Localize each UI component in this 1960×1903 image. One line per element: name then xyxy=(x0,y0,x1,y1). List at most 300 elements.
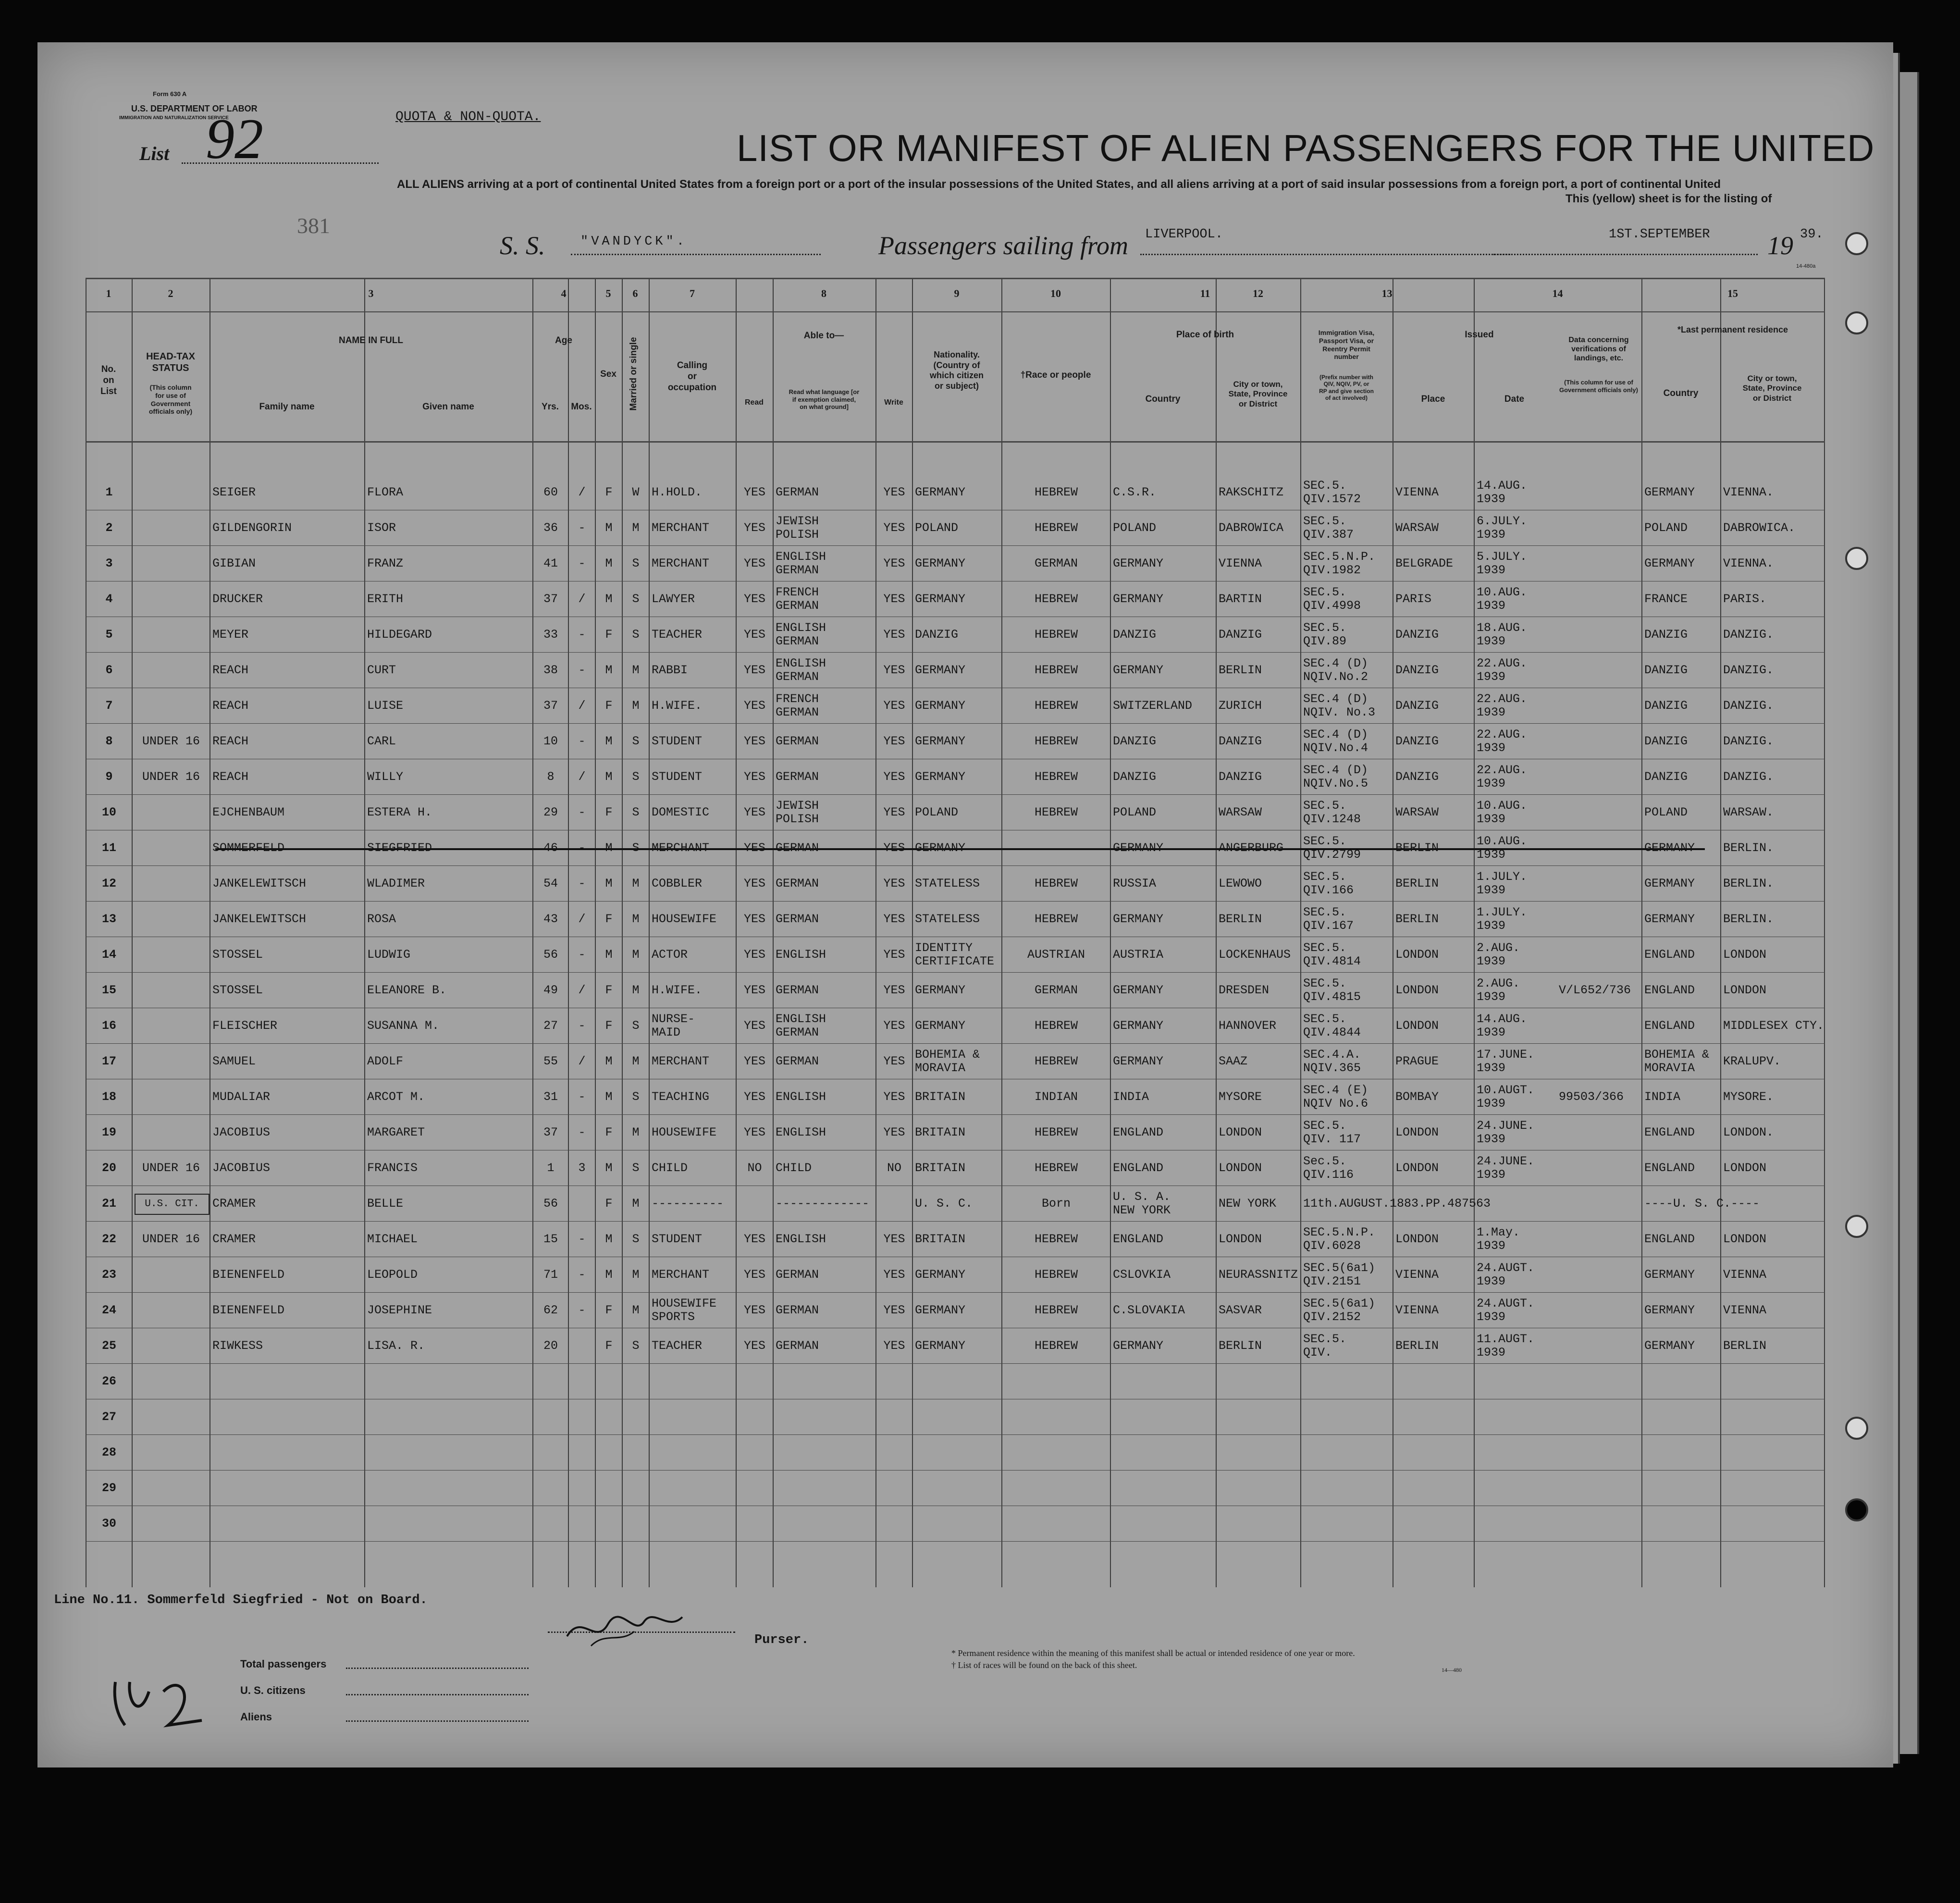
binder-hole xyxy=(1845,1498,1868,1521)
cell-given: LISA. R. xyxy=(367,1339,425,1353)
cell-mos: - xyxy=(578,805,586,819)
cell-ms xyxy=(625,1435,647,1470)
cell-sex: M xyxy=(605,841,613,855)
cell-family: REACH xyxy=(212,663,249,677)
cell-sex: M xyxy=(605,663,613,677)
cell-nat: BOHEMIA & MORAVIA xyxy=(915,1048,980,1075)
cell-visa: SEC.5. QIV. 117 xyxy=(1303,1119,1361,1146)
cell-iplace: LONDON xyxy=(1395,1161,1439,1175)
cell-nat: GERMANY xyxy=(915,699,966,713)
header-head-tax-note: (This column for use of Government officials only) xyxy=(148,383,193,416)
cell-mos: - xyxy=(578,1232,586,1246)
cell-no: 23 xyxy=(101,1268,116,1282)
cell-idate: 22.AUG. 1939 xyxy=(1477,692,1528,719)
cell-rcity: BERLIN. xyxy=(1723,841,1774,855)
cell-visa xyxy=(1303,1435,1391,1470)
cell-sex: M xyxy=(605,734,613,748)
table-row xyxy=(86,973,1825,1008)
table-row xyxy=(86,1008,1825,1044)
cell-bcountry: CSLOVKIA xyxy=(1113,1268,1171,1282)
cell-iplace: DANZIG xyxy=(1395,628,1439,642)
cell-tax xyxy=(135,1044,208,1079)
cell-yrs: 37 xyxy=(543,699,558,713)
cell-race xyxy=(1004,1364,1108,1399)
column-number: 15 xyxy=(1727,287,1738,299)
cell-idate: 17.JUNE. 1939 xyxy=(1477,1048,1535,1075)
cell-calling xyxy=(652,1506,734,1542)
header-residence-city: City or town, State, Province or District xyxy=(1742,374,1802,403)
cell-sex: F xyxy=(605,485,613,499)
cell-rcity: LONDON xyxy=(1723,948,1767,962)
cell-bcountry: GERMANY xyxy=(1113,1054,1164,1068)
cell-tax xyxy=(135,1293,208,1328)
cell-tax xyxy=(135,688,208,724)
cell-write: NO xyxy=(887,1161,901,1175)
cell-bcity: NEW YORK xyxy=(1219,1197,1277,1211)
column-number: 1 xyxy=(106,287,111,299)
cell-nat: POLAND xyxy=(915,805,959,819)
cell-bcountry xyxy=(1113,1435,1214,1470)
header-calling: Calling or occupation xyxy=(667,360,717,393)
cell-calling: TEACHER xyxy=(652,1339,703,1353)
cell-nat: GERMANY xyxy=(915,841,966,855)
cell-race: HEBREW xyxy=(1034,1303,1078,1317)
cell-visa: SEC.5. QIV.4998 xyxy=(1303,585,1361,613)
cell-read: YES xyxy=(743,628,765,642)
cell-rcountry: DANZIG xyxy=(1644,699,1688,713)
cell-calling: H.WIFE. xyxy=(652,983,703,997)
ss-label: S. S. xyxy=(500,231,545,260)
cell-idate: 1.JULY. 1939 xyxy=(1477,905,1528,933)
cell-no: 21 xyxy=(101,1197,116,1211)
cell-visa: SEC.5.N.P. QIV.1982 xyxy=(1303,550,1376,577)
cell-iplace: BERLIN xyxy=(1395,877,1439,890)
cell-write xyxy=(878,1506,910,1542)
cell-rcountry: GERMANY xyxy=(1644,912,1695,926)
cell-bcountry xyxy=(1113,1506,1214,1542)
cell-landing xyxy=(1559,1470,1639,1506)
cell-yrs: 43 xyxy=(543,912,558,926)
port-name: LIVERPOOL. xyxy=(1145,227,1223,242)
cell-tax: UNDER 16 xyxy=(142,1232,200,1246)
cell-read xyxy=(739,1435,771,1470)
cell-rcity: DABROWICA. xyxy=(1723,521,1796,535)
table-row xyxy=(86,510,1825,546)
cell-lang: ENGLISH xyxy=(776,948,826,962)
cell-given xyxy=(367,1470,530,1506)
cell-write: YES xyxy=(883,1232,905,1246)
column-number: 6 xyxy=(632,287,638,299)
cell-yrs: 37 xyxy=(543,1125,558,1139)
cell-given: CARL xyxy=(367,734,396,748)
cell-bcity: LONDON xyxy=(1219,1161,1262,1175)
cell-tax xyxy=(135,830,208,866)
cell-mos: - xyxy=(578,877,586,890)
cell-family: MUDALIAR xyxy=(212,1090,271,1104)
cell-bcity: BERLIN xyxy=(1219,1339,1262,1353)
cell-idate: 10.AUG. 1939 xyxy=(1477,799,1528,826)
cell-read xyxy=(739,1399,771,1435)
cell-idate: 2.AUG. 1939 xyxy=(1477,976,1520,1004)
table-row xyxy=(86,759,1825,795)
cell-calling: STUDENT xyxy=(652,770,703,784)
header-sex: Sex xyxy=(600,369,616,379)
cell-no: 11 xyxy=(101,841,116,855)
table-row xyxy=(86,1044,1825,1079)
cell-visa: SEC.4 (D) NQIV.No.5 xyxy=(1303,763,1368,791)
cell-given: JOSEPHINE xyxy=(367,1303,432,1317)
column-number: 10 xyxy=(1050,287,1061,299)
cell-idate: 22.AUG. 1939 xyxy=(1477,656,1528,684)
cell-family xyxy=(212,1364,362,1399)
cell-rcountry: ENGLAND xyxy=(1644,1161,1695,1175)
cell-rcountry: GERMANY xyxy=(1644,1268,1695,1282)
cell-no: 7 xyxy=(105,699,113,713)
header-residence-country: Country xyxy=(1663,388,1699,398)
cell-mos: / xyxy=(578,770,586,784)
cell-tax: UNDER 16 xyxy=(142,1161,200,1175)
service-label: IMMIGRATION AND NATURALIZATION SERVICE xyxy=(119,115,229,121)
table-row xyxy=(86,1364,1825,1399)
cell-sex: F xyxy=(605,628,613,642)
cell-calling: NURSE- MAID xyxy=(652,1012,695,1039)
cell-bcity: WARSAW xyxy=(1219,805,1262,819)
cell-tax xyxy=(135,475,208,510)
cell-race: HEBREW xyxy=(1034,663,1078,677)
cell-race xyxy=(1004,1399,1108,1435)
table-row xyxy=(86,688,1825,724)
cell-rcity: DANZIG. xyxy=(1723,699,1774,713)
cell-write: YES xyxy=(883,877,905,890)
cell-bcity: MYSORE xyxy=(1219,1090,1262,1104)
cell-rcity xyxy=(1723,1435,1822,1470)
cell-read: YES xyxy=(743,1303,765,1317)
cell-rcity xyxy=(1723,1364,1822,1399)
cell-rcountry: ENGLAND xyxy=(1644,1019,1695,1033)
header-landing-data: Data concerning verifications of landings, etc. xyxy=(1568,336,1629,363)
cell-calling: HOUSEWIFE SPORTS xyxy=(652,1297,717,1324)
cell-landing xyxy=(1559,1257,1639,1293)
table-row xyxy=(86,795,1825,830)
cell-calling: DOMESTIC xyxy=(652,805,710,819)
cell-family: JACOBIUS xyxy=(212,1161,271,1175)
cell-tax xyxy=(135,1079,208,1115)
cell-no: 2 xyxy=(105,521,113,535)
cell-nat xyxy=(915,1506,999,1542)
cell-rcity: BERLIN xyxy=(1723,1339,1767,1353)
cell-no: 8 xyxy=(105,734,113,748)
cell-mos: - xyxy=(578,841,586,855)
header-months: Mos. xyxy=(571,402,592,412)
cell-rcountry xyxy=(1644,1399,1718,1435)
cell-landing xyxy=(1559,617,1639,653)
cell-visa: SEC.4 (D) NQIV.No.2 xyxy=(1303,656,1368,684)
cell-family xyxy=(212,1506,362,1542)
cell-iplace: WARSAW xyxy=(1395,805,1439,819)
cell-idate: 11.AUGT. 1939 xyxy=(1477,1332,1535,1359)
cell-lang xyxy=(776,1506,874,1542)
cell-tax: UNDER 16 xyxy=(142,770,200,784)
cell-bcity: BERLIN xyxy=(1219,912,1262,926)
cell-write: YES xyxy=(883,841,905,855)
cell-sex: M xyxy=(605,1054,613,1068)
cell-write: YES xyxy=(883,521,905,535)
cell-family: BIENENFELD xyxy=(212,1303,285,1317)
header-visa: Immigration Visa, Passport Visa, or Reentry Permit number xyxy=(1318,329,1375,361)
cell-lang: GERMAN xyxy=(776,485,819,499)
cell-no: 6 xyxy=(105,663,113,677)
cell-idate: 2.AUG. 1939 xyxy=(1477,941,1520,968)
cell-calling: H.WIFE. xyxy=(652,699,703,713)
cell-idate: 24.JUNE. 1939 xyxy=(1477,1119,1535,1146)
cell-no: 4 xyxy=(105,592,113,606)
cell-lang: GERMAN xyxy=(776,841,819,855)
cell-lang: GERMAN xyxy=(776,1054,819,1068)
cell-mos xyxy=(571,1506,593,1542)
cell-bcity: LEWOWO xyxy=(1219,877,1262,890)
cell-mos: / xyxy=(578,485,586,499)
cell-iplace: DANZIG xyxy=(1395,699,1439,713)
cell-bcity: SAAZ xyxy=(1219,1054,1248,1068)
sailing-date: 1ST.SEPTEMBER xyxy=(1609,227,1710,242)
cell-ms: S xyxy=(632,841,640,855)
cell-race: HEBREW xyxy=(1034,1268,1078,1282)
cell-iplace: BERLIN xyxy=(1395,912,1439,926)
cell-tax xyxy=(135,1506,208,1542)
cell-no: 30 xyxy=(101,1517,116,1531)
cell-given: ROSA xyxy=(367,912,396,926)
cell-mos: / xyxy=(578,592,586,606)
cell-lang: JEWISH POLISH xyxy=(776,514,819,542)
cell-bcountry: GERMANY xyxy=(1113,592,1164,606)
cell-yrs: 46 xyxy=(543,841,558,855)
cell-read: YES xyxy=(743,1090,765,1104)
cell-ms: M xyxy=(632,1125,640,1139)
cell-idate: 5.JULY. 1939 xyxy=(1477,550,1528,577)
cell-calling xyxy=(652,1435,734,1470)
cell-bcity: LOCKENHAUS xyxy=(1219,948,1291,962)
cell-landing xyxy=(1559,1328,1639,1364)
cell-tax xyxy=(135,1364,208,1399)
cell-yrs xyxy=(535,1399,566,1435)
cell-ms: S xyxy=(632,556,640,570)
cell-mos: / xyxy=(578,1054,586,1068)
cell-landing xyxy=(1559,1364,1639,1399)
column-number: 8 xyxy=(821,287,826,299)
cell-no: 1 xyxy=(105,485,113,499)
cell-race: HEBREW xyxy=(1034,1125,1078,1139)
cell-landing xyxy=(1559,653,1639,688)
cell-bcountry: GERMANY xyxy=(1113,841,1164,855)
cell-given: LUDWIG xyxy=(367,948,411,962)
cell-nat: GERMANY xyxy=(915,983,966,997)
cell-given: WILLY xyxy=(367,770,404,784)
cell-calling: TEACHER xyxy=(652,628,703,642)
cell-yrs xyxy=(535,1364,566,1399)
cell-rcountry: ----U. S. C.---- xyxy=(1644,1197,1760,1211)
cell-rcity: VIENNA. xyxy=(1723,485,1774,499)
cell-mos: - xyxy=(578,663,586,677)
cell-iplace xyxy=(1395,1435,1472,1470)
cell-bcountry: GERMANY xyxy=(1113,663,1164,677)
column-number: 5 xyxy=(605,287,611,299)
cell-nat xyxy=(915,1399,999,1435)
cell-visa: SEC.5. QIV.4814 xyxy=(1303,941,1361,968)
cell-race: HEBREW xyxy=(1034,1054,1078,1068)
cell-nat: IDENTITY CERTIFICATE xyxy=(915,941,995,968)
cell-write xyxy=(878,1186,910,1222)
year-suffix: 39. xyxy=(1800,227,1824,242)
cell-lang: GERMAN xyxy=(776,1268,819,1282)
cell-calling: MERCHANT xyxy=(652,841,710,855)
cell-family xyxy=(212,1399,362,1435)
cell-nat: GERMANY xyxy=(915,770,966,784)
cell-landing xyxy=(1559,475,1639,510)
cell-no: 17 xyxy=(101,1054,116,1068)
cell-bcountry: RUSSIA xyxy=(1113,877,1157,890)
cell-bcity: HANNOVER xyxy=(1219,1019,1277,1033)
table-row xyxy=(86,1470,1825,1506)
cell-nat: U. S. C. xyxy=(915,1197,973,1211)
table-row xyxy=(86,866,1825,902)
cell-iplace: LONDON xyxy=(1395,1125,1439,1139)
cell-sex: F xyxy=(605,1125,613,1139)
cell-ms: M xyxy=(632,1303,640,1317)
cell-calling: COBBLER xyxy=(652,877,703,890)
header-read: Read xyxy=(744,398,764,407)
cell-bcountry: ENGLAND xyxy=(1113,1161,1164,1175)
quota-label: QUOTA & NON-QUOTA. xyxy=(395,110,541,124)
cell-tax xyxy=(135,866,208,902)
cell-idate: 6.JULY. 1939 xyxy=(1477,514,1528,542)
cell-lang: ENGLISH xyxy=(776,1125,826,1139)
cell-nat: BRITAIN xyxy=(915,1232,966,1246)
binder-hole xyxy=(1845,1215,1868,1238)
cell-iplace xyxy=(1395,1399,1472,1435)
table-row xyxy=(86,475,1825,510)
cell-family xyxy=(212,1435,362,1470)
cell-race: HEBREW xyxy=(1034,1019,1078,1033)
cell-tax xyxy=(135,1115,208,1150)
cell-read: YES xyxy=(743,1054,765,1068)
cell-ms: M xyxy=(632,912,640,926)
cell-race: HEBREW xyxy=(1034,628,1078,642)
cell-landing xyxy=(1559,866,1639,902)
cell-visa xyxy=(1303,1506,1391,1542)
form-code: 14-480a xyxy=(1796,263,1816,269)
cell-given: WLADIMER xyxy=(367,877,425,890)
cell-rcity: BERLIN. xyxy=(1723,912,1774,926)
stamp-number: 381 xyxy=(297,213,330,238)
cell-read: YES xyxy=(743,877,765,890)
cell-nat: GERMANY xyxy=(915,592,966,606)
header-place-of-birth: Place of birth xyxy=(1176,330,1234,340)
cell-given: LUISE xyxy=(367,699,404,713)
cell-family: REACH xyxy=(212,699,249,713)
cell-read: YES xyxy=(743,1268,765,1282)
cell-bcountry: GERMANY xyxy=(1113,556,1164,570)
cell-mos: - xyxy=(578,1125,586,1139)
column-number: 2 xyxy=(168,287,173,299)
year-prefix: 19 xyxy=(1767,231,1793,260)
cell-rcountry: ENGLAND xyxy=(1644,948,1695,962)
cell-rcountry: GERMANY xyxy=(1644,1339,1695,1353)
cell-race: HEBREW xyxy=(1034,1339,1078,1353)
cell-tax xyxy=(135,1257,208,1293)
cell-family: JANKELEWITSCH xyxy=(212,912,307,926)
cell-mos: - xyxy=(578,628,586,642)
cell-mos xyxy=(571,1186,593,1222)
cell-sex xyxy=(598,1470,620,1506)
cell-mos: - xyxy=(578,556,586,570)
cell-given xyxy=(367,1435,530,1470)
cell-iplace: BELGRADE xyxy=(1395,556,1454,570)
cell-rcountry: DANZIG xyxy=(1644,663,1688,677)
cell-ms: M xyxy=(632,1268,640,1282)
cell-read: YES xyxy=(743,841,765,855)
cell-nat: GERMANY xyxy=(915,485,966,499)
cell-race: GERMAN xyxy=(1034,556,1078,570)
cell-write: YES xyxy=(883,628,905,642)
cell-lang: GERMAN xyxy=(776,983,819,997)
cell-lang: JEWISH POLISH xyxy=(776,799,819,826)
cell-race: INDIAN xyxy=(1034,1090,1078,1104)
table-row xyxy=(86,653,1825,688)
cell-bcity xyxy=(1219,1399,1298,1435)
header-married-single: Married or single xyxy=(629,337,639,411)
cell-rcity: KRALUPV. xyxy=(1723,1054,1781,1068)
subtitle-line-1: ALL ALIENS arriving at a port of continental United States from a foreign port or a port of the insular possessions of the United States, and all aliens arriving at a port of said insular possessions from a foreign port, a port of continental United xyxy=(397,178,1721,191)
cell-family: REACH xyxy=(212,770,249,784)
cell-lang: ENGLISH GERMAN xyxy=(776,656,826,684)
cell-lang: GERMAN xyxy=(776,1339,819,1353)
cell-read: YES xyxy=(743,1019,765,1033)
cell-bcity: NEURASSNITZ xyxy=(1219,1268,1298,1282)
cell-write xyxy=(878,1435,910,1470)
cell-write xyxy=(878,1364,910,1399)
cell-bcity: ZURICH xyxy=(1219,699,1262,713)
cell-landing xyxy=(1559,1008,1639,1044)
cell-write: YES xyxy=(883,663,905,677)
cell-rcountry xyxy=(1644,1364,1718,1399)
cell-family: DRUCKER xyxy=(212,592,263,606)
cell-write: YES xyxy=(883,983,905,997)
line-11-note: Line No.11. Sommerfeld Siegfried - Not on Board. xyxy=(54,1593,428,1607)
cell-bcity: DANZIG xyxy=(1219,770,1262,784)
cell-landing xyxy=(1559,510,1639,546)
cell-write: YES xyxy=(883,1019,905,1033)
cell-family: STOSSEL xyxy=(212,948,263,962)
cell-ms: M xyxy=(632,663,640,677)
cell-write: YES xyxy=(883,1339,905,1353)
cell-tax xyxy=(135,581,208,617)
cell-visa: SEC.4 (E) NQIV No.6 xyxy=(1303,1083,1368,1111)
cell-sex: F xyxy=(605,1303,613,1317)
cell-nat xyxy=(915,1470,999,1506)
cell-tax xyxy=(135,795,208,830)
cell-read: YES xyxy=(743,592,765,606)
cell-calling: H.HOLD. xyxy=(652,485,703,499)
table-row xyxy=(86,581,1825,617)
cell-race: GERMAN xyxy=(1034,983,1078,997)
cell-lang: GERMAN xyxy=(776,877,819,890)
cell-ms xyxy=(625,1506,647,1542)
header-last-residence: *Last permanent residence xyxy=(1677,325,1788,334)
table-row xyxy=(86,617,1825,653)
column-number: 9 xyxy=(954,287,960,299)
cell-bcountry xyxy=(1113,1399,1214,1435)
binder-hole xyxy=(1845,232,1868,255)
